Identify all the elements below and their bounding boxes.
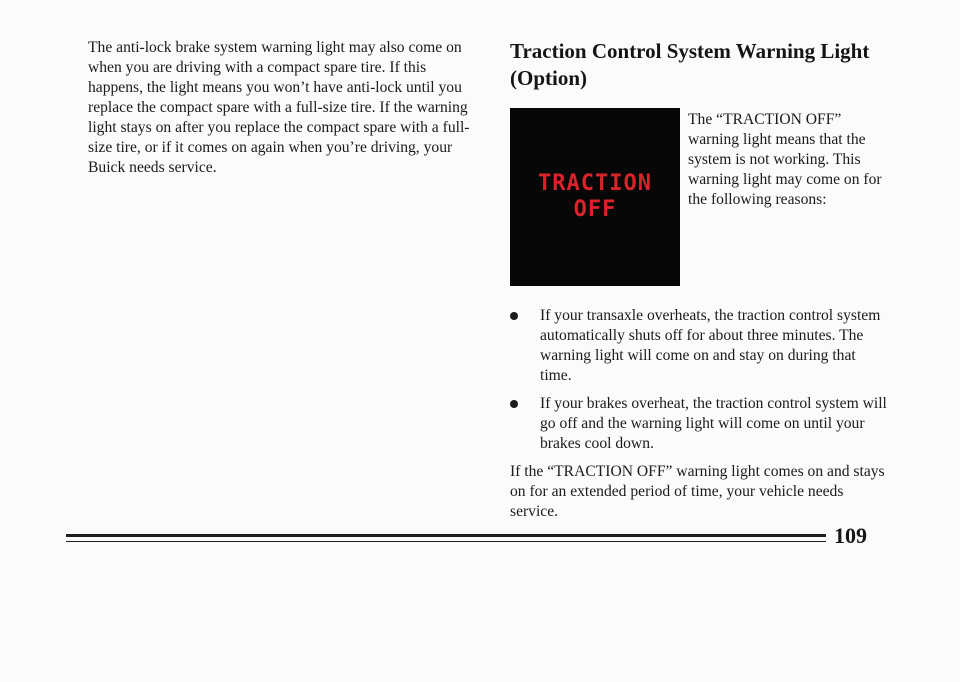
- list-item-text: If your brakes overheat, the traction control system will go off and the warning light will come on until your brakes cool down.: [540, 395, 887, 452]
- warning-light-line-2: OFF: [573, 197, 617, 222]
- page-number: 109: [834, 523, 867, 548]
- intro-block: [510, 108, 890, 286]
- list-item: [510, 306, 890, 386]
- left-column: [88, 38, 480, 178]
- bullet-icon: [510, 312, 518, 320]
- right-column: [510, 38, 890, 522]
- footer-rule-thin: [66, 541, 826, 542]
- bullet-icon: [510, 400, 518, 408]
- abs-paragraph: The anti-lock brake system warning light may also come on when you are driving with a compact spare tire. If this happens, the light means you won’t have anti-lock until you replace the compact spare with a full-size tire. If the warning light stays on after you replace the compact spare with a full-size tire, or if it comes on again when you’re driving, your Buick needs service.: [88, 39, 470, 176]
- traction-off-warning-light-icon: [510, 108, 680, 286]
- footer-rule-thick: [66, 534, 826, 537]
- reasons-list: [510, 306, 890, 454]
- closing-paragraph: If the “TRACTION OFF” warning light comes on and stays on for an extended period of time, your vehicle needs service.: [510, 463, 885, 520]
- list-item-text: If your transaxle overheats, the traction control system automatically shuts off for about three minutes. The warning light will come on and stay on during that time.: [540, 307, 881, 384]
- section-heading: Traction Control System Warning Light (Option): [510, 39, 870, 90]
- warning-light-line-1: TRACTION: [538, 171, 652, 196]
- list-item: [510, 394, 890, 454]
- intro-paragraph: The “TRACTION OFF” warning light means that the system is not working. This warning light may come on for the following reasons:: [688, 111, 882, 208]
